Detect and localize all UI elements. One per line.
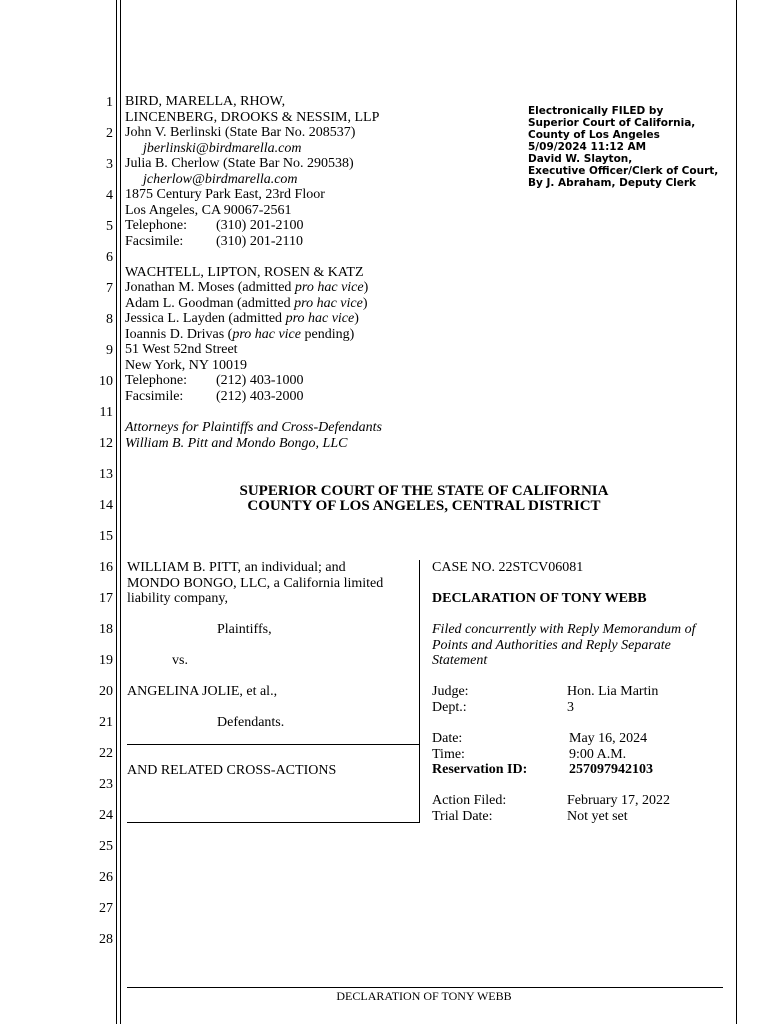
facsimile-label: Facsimile: — [125, 234, 184, 249]
line-number: 6 — [106, 250, 113, 265]
line-number: 4 — [106, 188, 113, 203]
line-number: 17 — [99, 591, 113, 606]
court-title: SUPERIOR COURT OF THE STATE OF CALIFORNIA — [239, 483, 609, 499]
attorney-email: jberlinski@birdmarella.com — [143, 141, 302, 156]
line-number: 16 — [99, 560, 113, 575]
line-number: 20 — [99, 684, 113, 699]
firm-name: WACHTELL, LIPTON, ROSEN & KATZ — [125, 265, 364, 280]
firm-address: 1875 Century Park East, 23rd Floor — [125, 187, 325, 202]
hearing-date-value: May 16, 2024 — [569, 731, 648, 746]
caption-rule — [127, 822, 419, 823]
firm-address: 51 West 52nd Street — [125, 342, 238, 357]
related-actions: AND RELATED CROSS-ACTIONS — [127, 763, 337, 778]
reservation-id-label: Reservation ID: — [432, 762, 528, 777]
telephone-label: Telephone: — [125, 373, 187, 388]
line-number: 23 — [99, 777, 113, 792]
stamp-line: County of Los Angeles — [528, 129, 660, 141]
paren: ) — [354, 311, 359, 326]
firm-name: BIRD, MARELLA, RHOW, — [125, 94, 286, 109]
line-number: 8 — [106, 312, 113, 327]
plaintiff-name: WILLIAM B. PITT, an individual; and — [127, 560, 346, 575]
line-number: 7 — [106, 281, 113, 296]
facsimile-number: (310) 201-2110 — [216, 234, 303, 249]
footer-rule — [127, 987, 723, 988]
right-margin-rule — [736, 0, 737, 1024]
telephone-number: (212) 403-1000 — [216, 373, 304, 388]
filed-concurrently-note: Statement — [432, 653, 488, 668]
attorneys-for: William B. Pitt and Mondo Bongo, LLC — [125, 436, 348, 451]
line-number: 1 — [106, 95, 113, 110]
line-number: 26 — [99, 870, 113, 885]
document-title: DECLARATION OF TONY WEBB — [432, 591, 647, 606]
attorney-text: Ioannis D. Drivas ( — [125, 327, 233, 342]
line-number: 10 — [99, 374, 113, 389]
caption-divider — [419, 560, 420, 823]
line-number: 13 — [99, 467, 113, 482]
facsimile-label: Facsimile: — [125, 389, 184, 404]
filing-stamp — [528, 105, 718, 189]
pro-hac-vice: pro hac vice — [294, 280, 364, 295]
left-margin-rule — [116, 0, 117, 1024]
line-number: 27 — [99, 901, 113, 916]
stamp-line: David W. Slayton, — [528, 153, 633, 165]
line-number: 12 — [99, 436, 113, 451]
attorney-name — [125, 280, 368, 296]
footer-title: DECLARATION OF TONY WEBB — [336, 989, 512, 1003]
judge-label: Judge: — [432, 684, 469, 699]
attorney-name — [125, 296, 368, 312]
attorneys-for: Attorneys for Plaintiffs and Cross-Defendants — [125, 420, 382, 435]
plaintiff-name: liability company, — [127, 591, 228, 606]
paren: ) — [363, 280, 369, 295]
pro-hac-vice: pro hac vice — [285, 311, 355, 326]
line-number: 5 — [106, 219, 113, 234]
defendants-label: Defendants. — [217, 715, 285, 730]
firm-city: New York, NY 10019 — [125, 358, 247, 373]
filed-concurrently-note: Points and Authorities and Reply Separate — [432, 638, 671, 653]
pro-hac-vice: pro hac vice — [294, 296, 363, 311]
paren: ) — [362, 296, 368, 311]
telephone-label: Telephone: — [125, 218, 187, 233]
hearing-time-label: Time: — [432, 747, 465, 762]
line-number: 25 — [99, 839, 113, 854]
attorney-name: John V. Berlinski (State Bar No. 208537) — [125, 125, 356, 140]
action-filed-value: February 17, 2022 — [567, 793, 671, 808]
reservation-id-value: 257097942103 — [569, 762, 653, 777]
attorney-text: pending) — [301, 327, 355, 342]
line-number: 2 — [106, 126, 113, 141]
line-number: 9 — [106, 343, 113, 358]
line-number: 28 — [99, 932, 113, 947]
firm-city: Los Angeles, CA 90067-2561 — [125, 203, 292, 218]
attorney-email: jcherlow@birdmarella.com — [143, 172, 298, 187]
firm-name: LINCENBERG, DROOKS & NESSIM, LLP — [125, 110, 380, 125]
hearing-date-label: Date: — [432, 731, 463, 746]
trial-date-value: Not yet set — [567, 809, 628, 824]
dept-label: Dept.: — [432, 700, 467, 715]
action-filed-label: Action Filed: — [432, 793, 507, 808]
hearing-time-value: 9:00 A.M. — [569, 747, 627, 762]
judge-value: Hon. Lia Martin — [567, 684, 659, 699]
telephone-number: (310) 201-2100 — [216, 218, 304, 233]
left-margin-rule-inner — [120, 0, 121, 1024]
stamp-line: Superior Court of California, — [528, 117, 696, 129]
stamp-line: Executive Officer/Clerk of Court, — [528, 165, 719, 177]
line-number: 18 — [99, 622, 113, 637]
attorney-text: Jessica L. Layden (admitted — [125, 311, 286, 326]
facsimile-number: (212) 403-2000 — [216, 389, 304, 404]
line-number: 11 — [99, 405, 113, 420]
line-number: 24 — [99, 808, 113, 823]
caption-rule — [127, 744, 419, 745]
line-number: 3 — [106, 157, 113, 172]
line-number: 15 — [99, 529, 113, 544]
stamp-line: Electronically FILED by — [528, 105, 664, 117]
stamp-line: By J. Abraham, Deputy Clerk — [528, 177, 697, 189]
filed-concurrently-note: Filed concurrently with Reply Memorandum of — [432, 622, 696, 637]
line-number: 21 — [99, 715, 113, 730]
versus: vs. — [172, 653, 188, 668]
line-number: 14 — [99, 498, 113, 513]
line-number: 22 — [99, 746, 113, 761]
attorney-name: Julia B. Cherlow (State Bar No. 290538) — [125, 156, 354, 171]
line-number: 19 — [99, 653, 113, 668]
attorney-text: Jonathan M. Moses (admitted — [125, 280, 295, 295]
attorney-name — [125, 311, 359, 327]
case-number: CASE NO. 22STCV06081 — [432, 560, 584, 575]
trial-date-label: Trial Date: — [432, 809, 493, 824]
stamp-line: 5/09/2024 11:12 AM — [528, 141, 647, 153]
attorney-name — [125, 327, 354, 343]
dept-value: 3 — [567, 700, 574, 715]
attorney-text: Adam L. Goodman (admitted — [125, 296, 295, 311]
court-district: COUNTY OF LOS ANGELES, CENTRAL DISTRICT — [247, 498, 601, 514]
defendant-name: ANGELINA JOLIE, et al., — [127, 684, 278, 699]
plaintiff-name: MONDO BONGO, LLC, a California limited — [127, 576, 384, 591]
pro-hac-vice: pro hac vice — [232, 327, 301, 342]
plaintiffs-label: Plaintiffs, — [217, 622, 272, 637]
